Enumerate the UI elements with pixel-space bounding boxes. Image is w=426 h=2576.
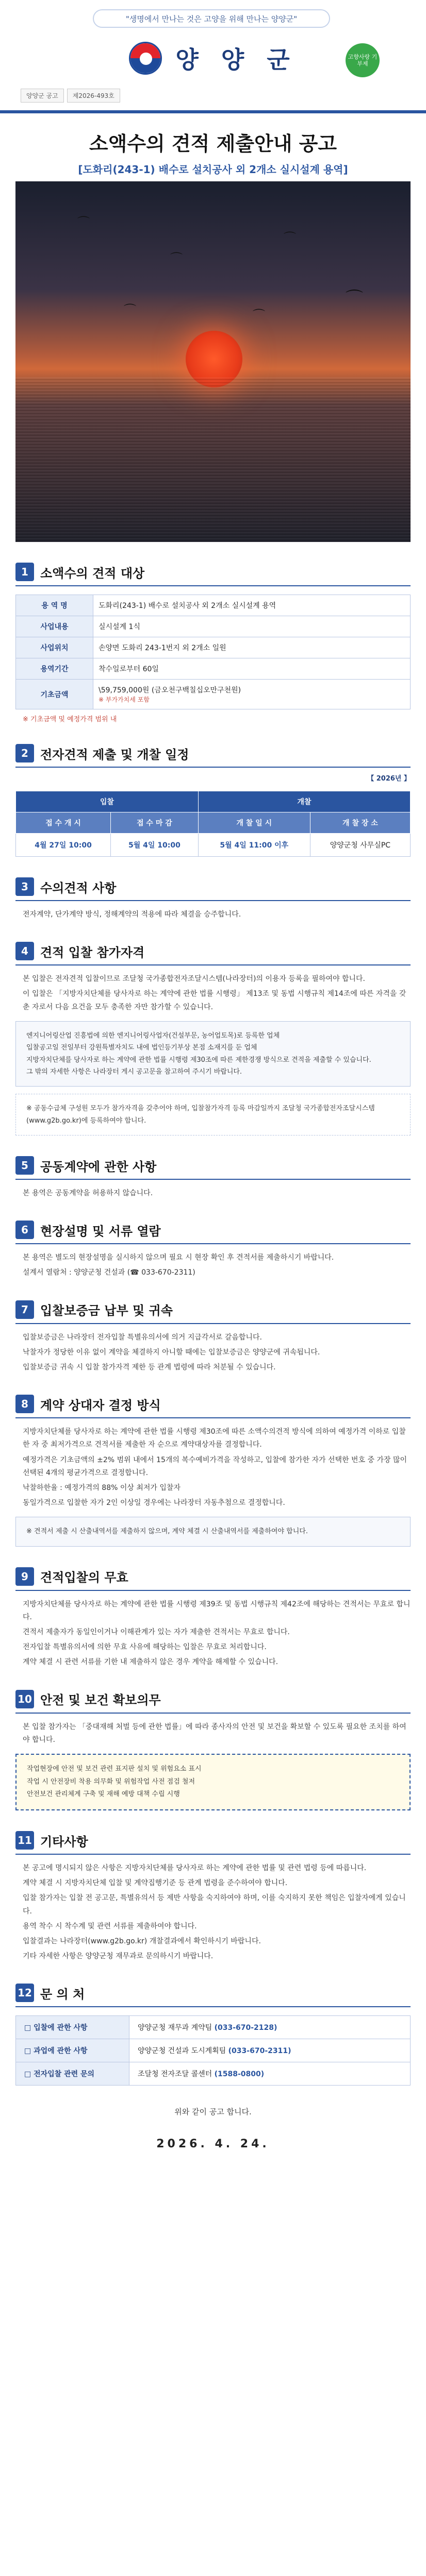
contact-phone[interactable]: (1588-0800)	[214, 2070, 265, 2079]
section-heading	[15, 744, 411, 768]
list-item: 작업현장에 안전 및 보건 관련 표지판 설치 및 위험요소 표시	[27, 1765, 202, 1773]
gull-icon: ⌒	[284, 231, 296, 245]
contact-dept: 양양군청 건설과 도시계획팀	[138, 2047, 226, 2056]
list-item: 용역 착수 시 착수계 및 관련 서류를 제출하여야 합니다.	[23, 1922, 197, 1930]
list-item: 본 입찰은 전자견적 입찰이므로 조달청 국가종합전자조달시스템(나라장터)의 이용자 등록을 필하여야 합니다.	[23, 975, 366, 984]
section-heading	[15, 1395, 411, 1418]
county-emblem-icon	[129, 42, 162, 75]
section-schedule	[15, 744, 411, 857]
section-contract-terms	[15, 877, 411, 921]
subheader: 접 수 마 감	[111, 812, 199, 834]
target-table	[15, 595, 411, 709]
list-item: 지방자치단체를 당사자로 하는 계약에 관한 법률 시행령 제39조 및 동법 시행규칙 제42조에 해당하는 견적서는 무효로 합니다.	[23, 1600, 411, 1621]
row-label: 기초금액	[16, 680, 93, 709]
section-heading	[15, 1567, 411, 1591]
gull-icon: ⌒	[124, 303, 136, 317]
list-item: 기타 자세한 사항은 양양군청 재무과로 문의하시기 바랍니다.	[23, 1952, 214, 1961]
section-safety	[15, 1690, 411, 1810]
header-bid: 입찰	[16, 791, 199, 812]
sunset-sea-image	[15, 181, 411, 542]
subheader: 개 찰 장 소	[310, 812, 410, 834]
notice-type: 양양군 공고	[21, 89, 64, 103]
list-item: 작업 시 안전장비 착용 의무화 및 위험작업 사전 점검 철저	[27, 1777, 195, 1786]
bid-end: 5월 4일 10:00	[111, 834, 199, 857]
list-item: 이 입찰은 「지방자치단체를 당사자로 하는 계약에 관한 법률 시행령」 제13조 및 동법 시행규칙 제14조에 따른 자격을 갖춘 자로서 다음 요건을 모두 충족한 자만 참가할 수 있습니다.	[23, 990, 406, 1011]
eligibility-box	[15, 1021, 411, 1087]
section-title: 소액수의 견적 대상	[40, 566, 145, 581]
section-number: 3	[15, 877, 34, 896]
section-invalid-bids	[15, 1567, 411, 1669]
section-heading	[15, 1831, 411, 1855]
section-body	[15, 1426, 411, 1510]
table-row	[16, 616, 411, 637]
section-number: 1	[15, 563, 34, 581]
list-item: 계약 체결 시 관련 서류를 기한 내 제출하지 않은 경우 계약을 해제할 수 있습니다.	[23, 1658, 278, 1667]
contact-label: □ 입찰에 관한 사항	[16, 2016, 129, 2039]
row-value: 실시설계 1식	[93, 616, 411, 637]
section-heading	[15, 1984, 411, 2007]
list-item: 입찰 참가자는 입찰 전 공고문, 특별유의서 등 제반 사항을 숙지하여야 하며, 이를 숙지하지 못한 책임은 입찰자에게 있습니다.	[23, 1894, 406, 1916]
year-tag: 【 2026년 】	[367, 775, 411, 783]
award-note: ※ 견적서 제출 시 산출내역서를 제출하지 않으며, 계약 체결 시 산출내역서를 제출하여야 합니다.	[15, 1517, 411, 1546]
row-value: 착수일로부터 60일	[93, 658, 411, 680]
paragraph: 전자계약, 단가계약 방식, 정해계약의 적용에 따라 체결을 승주합니다.	[23, 910, 241, 919]
notice-date: 2026. 4. 24.	[156, 2138, 270, 2151]
section-joint-contract	[15, 1156, 411, 1200]
subheader: 접 수 개 시	[16, 812, 111, 834]
base-amount: \59,759,000원 (금오천구백칠십오만구천원)	[99, 686, 241, 694]
contact-phone[interactable]: (033-670-2128)	[214, 2024, 277, 2032]
open-time: 5월 4일 11:00 이후	[198, 834, 310, 857]
contact-dept: 조달청 전자조달 콜센터	[138, 2070, 212, 2079]
table-row	[16, 2039, 411, 2062]
row-label: 용역기간	[16, 658, 93, 680]
section-title: 견적 입찰 참가자격	[40, 945, 145, 960]
section-title: 수의견적 사항	[40, 880, 117, 895]
list-item: 동일가격으로 입찰한 자가 2인 이상일 경우에는 나라장터 자동추첨으로 결정합니다.	[23, 1499, 285, 1507]
section-title: 계약 상대자 결정 방식	[40, 1398, 161, 1413]
section-heading	[15, 1156, 411, 1180]
list-item: 지방자치단체를 당사자로 하는 계약에 관한 법률 시행령 제30조에 따른 제한경쟁 방식으로 견적을 제출할 수 있습니다.	[26, 1056, 371, 1064]
list-item: 견적서 제출자가 동일인이거나 이해관계가 있는 자가 제출한 견적서는 무효로 합니다.	[23, 1628, 290, 1637]
section-number: 12	[15, 1984, 34, 2002]
list-item: 입찰결과는 나라장터(www.g2b.go.kr) 개찰결과에서 확인하시기 바랍니다.	[23, 1937, 261, 1946]
section-body	[15, 1721, 411, 1747]
contact-value	[129, 2062, 411, 2086]
section-title: 문 의 처	[40, 1987, 85, 2002]
list-item: 엔지니어링산업 진흥법에 의한 엔지니어링사업자(건설부문, 농어업토목)로 등록한 업체	[26, 1031, 280, 1040]
list-item: 그 밖의 자세한 사항은 나라장터 게시 공고문을 참고하여 주시기 바랍니다.	[26, 1067, 242, 1076]
section-body	[15, 1598, 411, 1669]
section-title: 안전 및 보건 확보의무	[40, 1693, 161, 1708]
table-row	[16, 637, 411, 658]
gull-icon: ⌒	[346, 289, 363, 309]
row-value: 손양면 도화리 243-1번지 외 2개소 일원	[93, 637, 411, 658]
section-heading	[15, 877, 411, 901]
section-body	[15, 973, 411, 1014]
list-item: 전자입찰 특별유의서에 의한 무효 사유에 해당하는 입찰은 무효로 처리합니다.	[23, 1643, 267, 1652]
table-row	[16, 2016, 411, 2039]
list-item: 입찰보증금 귀속 시 입찰 참가자격 제한 등 관계 법령에 따라 처분될 수 있습니다.	[23, 1363, 276, 1372]
section-bid-bond	[15, 1300, 411, 1375]
section-award-method	[15, 1395, 411, 1547]
header-open: 개찰	[198, 791, 410, 812]
page-subtitle: [도화리(243-1) 배수로 설치공사 외 2개소 실시설계 용역]	[78, 163, 348, 176]
section-number: 4	[15, 942, 34, 960]
section-number: 6	[15, 1221, 34, 1239]
header	[0, 0, 426, 113]
list-item: 예정가격은 기초금액의 ±2% 범위 내에서 15개의 복수예비가격을 작성하고, 입찰에 참가한 자가 선택한 번호 중 가장 많이 선택된 4개의 평균가격으로 결정합니다.	[23, 1455, 407, 1477]
table-row	[16, 2062, 411, 2086]
section-number: 7	[15, 1300, 34, 1319]
vat-note: ※ 부가가치세 포함	[99, 696, 150, 703]
section-heading	[15, 1300, 411, 1324]
contact-label: □ 전자입찰 관련 문의	[16, 2062, 129, 2086]
open-place: 양양군청 사무실PC	[310, 834, 410, 857]
paragraph: 본 입찰 참가자는 「중대재해 처벌 등에 관한 법률」에 따라 종사자의 안전 및 보건을 확보할 수 있도록 필요한 조치를 하여야 합니다.	[23, 1722, 406, 1744]
section-target	[15, 563, 411, 723]
section-body	[15, 1862, 411, 1963]
section-title: 전자견적 제출 및 개찰 일정	[40, 747, 189, 762]
row-label: 사업내용	[16, 616, 93, 637]
list-item: 낙찰자가 정당한 이유 없이 계약을 체결하지 아니할 때에는 입찰보증금은 양양군에 귀속됩니다.	[23, 1348, 320, 1357]
section-body	[15, 1331, 411, 1375]
section-number: 9	[15, 1567, 34, 1586]
section-heading	[15, 563, 411, 586]
list-item: 계약 체결 시 지방자치단체 입찰 및 계약집행기준 등 관계 법령을 준수하여야 합니다.	[23, 1879, 288, 1888]
row-value	[93, 680, 411, 709]
contact-value	[129, 2039, 411, 2062]
paragraph: 설계서 열람처 : 양양군청 건설과 (☎ 033-670-2311)	[23, 1268, 195, 1277]
list-item: 입찰보증금은 나라장터 전자입찰 특별유의서에 의거 지급각서로 갈음합니다.	[23, 1333, 262, 1342]
subheader: 개 찰 일 시	[198, 812, 310, 834]
row-label: 용 역 명	[16, 595, 93, 616]
contact-label: □ 과업에 관한 사항	[16, 2039, 129, 2062]
row-value: 도화리(243-1) 배수로 설치공사 외 2개소 실시설계 용역	[93, 595, 411, 616]
row-label: 사업위치	[16, 637, 93, 658]
contact-table	[15, 2015, 411, 2086]
section-eligibility	[15, 942, 411, 1136]
list-item: 지방자치단체를 당사자로 하는 계약에 관한 법률 시행령 제30조에 따른 소액수의견적 방식에 의하여 예정가격 이하로 입찰한 자 중 최저가격으로 견적서를 제출한 자 순으로 계약대상자를 결정합니다.	[23, 1428, 406, 1449]
list-item: 낙찰하한율 : 예정가격의 88% 이상 최저가 입찰자	[23, 1483, 181, 1492]
section-number: 11	[15, 1831, 34, 1850]
hometown-donation-badge: 고향사랑 기부제	[346, 43, 380, 77]
contact-phone[interactable]: (033-670-2311)	[228, 2047, 291, 2056]
gull-icon: ⌒	[77, 215, 90, 230]
contact-value	[129, 2016, 411, 2039]
section-body	[15, 1251, 411, 1279]
section-heading	[15, 942, 411, 965]
section-title: 현장설명 및 서류 열람	[40, 1224, 161, 1239]
title-block	[0, 113, 426, 181]
table-row	[16, 658, 411, 680]
section-heading	[15, 1690, 411, 1714]
paragraph: 본 용역은 별도의 현장설명을 실시하지 않으며 필요 시 현장 확인 후 견적서를 제출하시기 바랍니다.	[23, 1253, 334, 1262]
contact-dept: 양양군청 재무과 계약팀	[138, 2024, 212, 2032]
section-number: 10	[15, 1690, 34, 1708]
section-number: 2	[15, 744, 34, 762]
gull-icon: ⌒	[253, 308, 265, 323]
list-item: 입찰공고일 전일부터 강원특별자치도 내에 법인등기부상 본점 소재지를 둔 업체	[26, 1044, 257, 1052]
gull-icon: ⌒	[170, 251, 183, 266]
section-site-briefing	[15, 1221, 411, 1279]
section-body	[15, 1187, 411, 1200]
safety-box	[15, 1754, 411, 1810]
sea-waves	[15, 377, 411, 542]
section-body	[15, 908, 411, 921]
notice-number: 제2026-493호	[67, 89, 120, 103]
section-title: 입찰보증금 납부 및 귀속	[40, 1303, 173, 1318]
section-heading	[15, 1221, 411, 1244]
page-title: 소액수의 견적 제출안내 공고	[89, 132, 337, 155]
list-item: 안전보건 관리체계 구축 및 재해 예방 대책 수립 시행	[27, 1790, 180, 1799]
gov-name: 양 양 군	[175, 46, 297, 74]
notice-meta	[21, 89, 120, 103]
closing-text: 위와 같이 공고 합니다.	[174, 2107, 252, 2117]
table-row	[16, 680, 411, 709]
section-title: 견적입찰의 무효	[40, 1570, 128, 1585]
list-item: 본 공고에 명시되지 않은 사항은 지방자치단체를 당사자로 하는 계약에 관한 법률 및 관련 법령 등에 따릅니다.	[23, 1864, 367, 1873]
section-number: 8	[15, 1395, 34, 1413]
slogan: "생명에서 만나는 것은 고양을 위해 만나는 양양군"	[93, 9, 330, 28]
table-row	[16, 595, 411, 616]
section-contact	[15, 1984, 411, 2150]
section-title: 공동계약에 관한 사항	[40, 1159, 157, 1174]
bid-start: 4월 27일 10:00	[16, 834, 111, 857]
paragraph: 본 용역은 공동계약을 허용하지 않습니다.	[23, 1189, 153, 1198]
section-misc	[15, 1831, 411, 1963]
section-number: 5	[15, 1156, 34, 1175]
eligibility-note: ※ 공동수급체 구성원 모두가 참가자격을 갖추어야 하며, 입찰참가자격 등록 마감일까지 조달청 국가종합전자조달시스템 (www.g2b.go.kr)에 등록하여야 합니다.	[15, 1094, 411, 1136]
section-title: 기타사항	[40, 1834, 88, 1849]
range-note: ※ 기초금액 및 예정가격 범위 내	[23, 716, 117, 723]
schedule-table	[15, 791, 411, 857]
